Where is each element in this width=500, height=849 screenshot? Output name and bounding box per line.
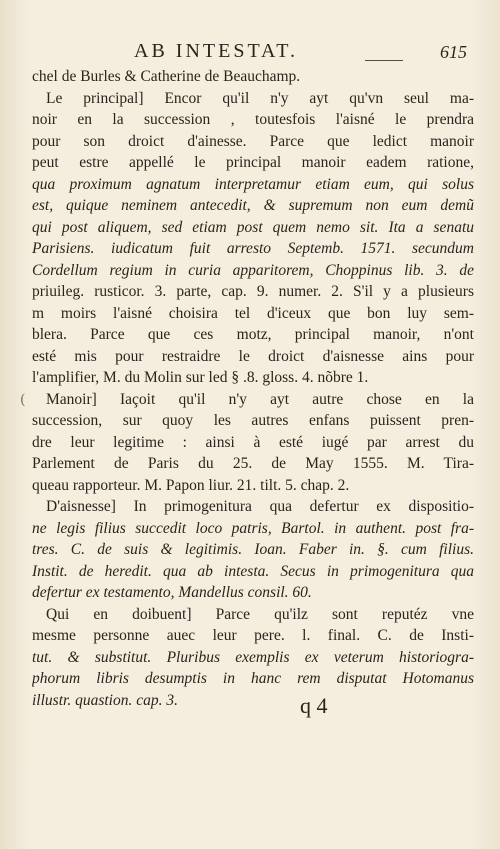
text-line: D'aisnesse] In primogenitura qua defertur ex dispositio- <box>46 498 474 515</box>
text-line: l'amplifier, M. du Molin sur led § .8. gloss. 4. nõbre 1. <box>32 369 369 386</box>
text-line: succession, sur quoy les autres enfans puissent pren- <box>32 412 474 429</box>
text-line: Parisiens. iudicatum fuit arresto Septemb. 1571. secundum <box>32 240 474 257</box>
page-header <box>0 36 500 66</box>
margin-mark: ( <box>20 392 26 408</box>
text-line: m moirs l'aisné choisira tel d'iceux que bon luy sem- <box>32 304 474 322</box>
text-line: qui post aliquem, sed etiam post quem nemo sit. Ita a senatu <box>32 218 474 236</box>
text-line: phorum libris desumptis in hanc rem disputat Hotomanus <box>32 670 474 687</box>
text-line: est, quique neminem antecedit, & supremum non eum demũ <box>32 197 474 214</box>
text-line: chel de Burles & Catherine de Beauchamp. <box>32 68 301 85</box>
text-line: tres. C. de suis & legitimis. Ioan. Faber in. §. cum filius. <box>32 541 474 558</box>
text-line: esté mis pour restraidre le droict d'aisnesse ains pour <box>32 347 474 365</box>
text-line: tut. & substitut. Pluribus exemplis ex veterum historiogra- <box>32 648 474 666</box>
text-line: ne legis filius succedit loco patris, Bartol. in authent. post fra- <box>32 519 474 537</box>
header-rule <box>365 60 403 61</box>
signature-mark: q 4 <box>300 693 328 718</box>
text-line: peut estre appellé le principal manoir eadem ratione, <box>32 154 474 171</box>
text-line: pour son droict d'ainesse. Parce que ledict manoir <box>32 132 474 150</box>
text-line: Instit. de heredit. qua ab intesta. Secus in primogenitura qua <box>32 562 474 580</box>
text-line: dre leur legitime : ainsi à esté iugé par arrest du <box>32 433 474 451</box>
running-head: AB INTESTAT. <box>134 40 299 62</box>
text-line: qua proximum agnatum interpretamur etiam eum, qui solus <box>32 175 474 193</box>
text-line: illustr. quastion. cap. 3. <box>32 691 178 709</box>
body-text <box>32 66 474 711</box>
text-line: priuileg. rusticor. 3. parte, cap. 9. numer. 2. S'il y a plusieurs <box>32 283 474 300</box>
text-line: defertur ex testamento, Mandellus consil. 60. <box>32 584 312 601</box>
text-line: mesme personne auec leur pere. l. final. C. de Insti- <box>32 627 474 644</box>
text-line: noir en la succession , toutesfois l'aisné le prendra <box>32 111 474 128</box>
text-line: Manoir] Iaçoit qu'il n'y ayt autre chose en la <box>46 390 474 408</box>
text-line: queau rapporteur. M. Papon liur. 21. tilt. 5. chap. 2. <box>32 476 350 494</box>
text-line: Qui en doibuent] Parce qu'ilz sont reputéz vne <box>46 605 474 623</box>
text-line: Cordellum regium in curia apparitorem, Choppinus lib. 3. de <box>32 261 474 279</box>
text-line: Le principal] Encor qu'il n'y ayt qu'vn seul ma- <box>46 89 474 107</box>
page-number: 615 <box>440 42 467 62</box>
text-line: blera. Parce que ces motz, principal manoir, n'ont <box>32 326 474 343</box>
text-line: Parlement de Paris du 25. de May 1555. M. Tira- <box>32 455 474 472</box>
